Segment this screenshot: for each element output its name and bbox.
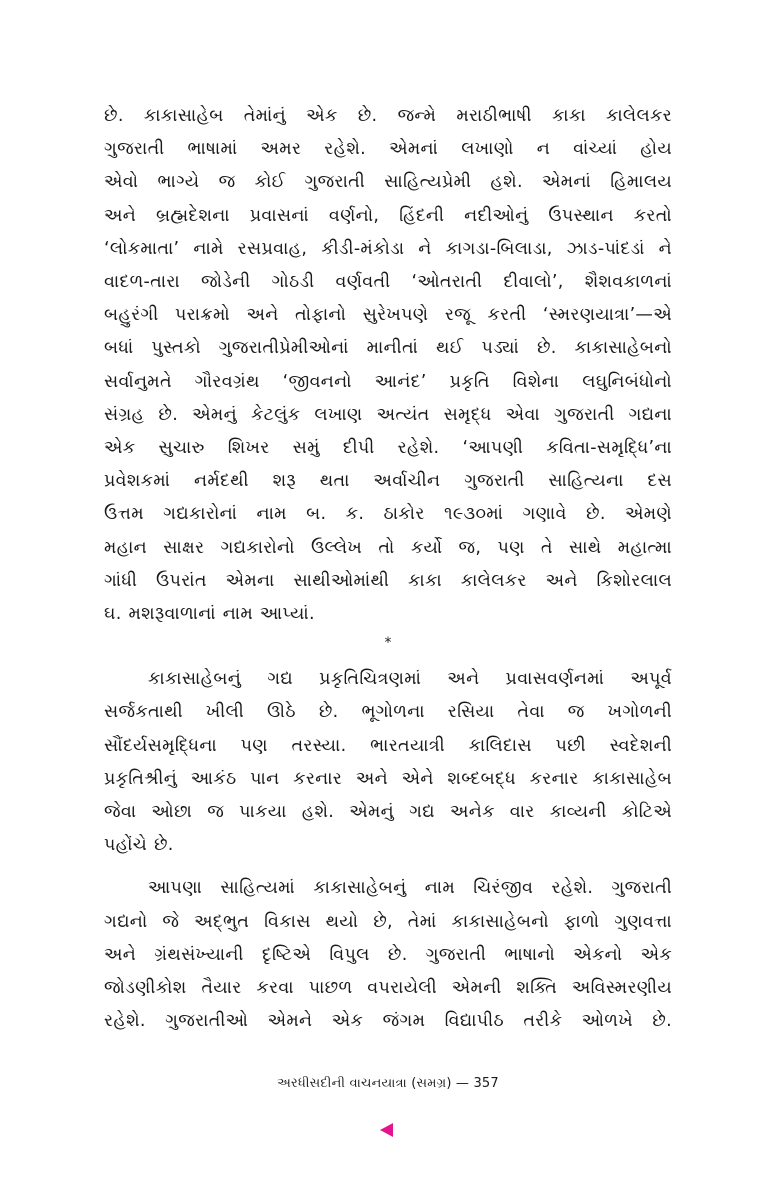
text-line: એવો ભાગ્યે જ કોઈ ગુજરાતી સાહિત્યપ્રેમી હશે. એમનાં હિમાલય [104,172,672,193]
text-line: ગુજરાતી ભાષામાં અમર રહેશે. એમનાં લખાણો ન વાંચ્યાં હોય [104,139,672,160]
text-line: બહુરંગી પરાક્રમો અને તોફાનો સુરેખપણે રજૂ કરતી ‘સ્મરણયાત્રા’—એ [104,305,672,326]
text-line: સંગ્રહ છે. એમનું કેટલુંક લખાણ અત્યંત સમૃદ્ધ એવા ગુજરાતી ગદ્યના [104,404,672,425]
paragraph-1 [104,100,672,631]
body-text [104,100,672,1038]
text-line: જોડણીકોશ તૈયાર કરવા પાછળ વપરાયેલી એમની શક્તિ અવિસ્મરણીય [104,978,672,999]
text-line: સર્જકતાથી ખીલી ઊઠે છે. ભૂગોળના રસિયા તેવા જ ખગોળની [104,702,672,723]
text-line: ઉત્તમ ગદ્યકારોનાં નામ બ. ક. ઠાકોર ૧૯૩૦માં ગણાવે છે. એમણે [104,504,672,525]
page-footer: અરધીસદીની વાચનયાત્રા (સમગ્ર) — 357 [277,1076,499,1091]
text-line: અને ગ્રંથસંખ્યાની દૃષ્ટિએ વિપુલ છે. ગુજરાતી ભાષાનો એકનો એક [104,944,672,965]
text-line: એક સુચારુ શિખર સમું દીપી રહેશે. ‘આપણી કવિતા-સમૃદ્ધિ’ના [104,438,672,459]
text-line: ગાંધી ઉપરાંત એમના સાથીઓમાંથી કાકા કાલેલકર અને કિશોરલાલ [104,570,672,591]
text-line: કાકાસાહેબનું ગદ્ય પ્રકૃતિચિત્રણમાં અને પ્રવાસવર્ણનમાં અપૂર્વ [148,669,672,690]
text-line: બધાં પુસ્તકો ગુજરાતીપ્રેમીઓનાં માનીતાં થઈ પડ્યાં છે. કાકાસાહેબનો [104,338,672,359]
triangle-left-icon[interactable] [380,1123,393,1137]
text-line: રહેશે. ગુજરાતીઓ એમને એક જંગમ વિદ્યાપીઠ તરીકે ઓળખે છે. [104,1011,672,1032]
text-line: જેવા ઓછા જ પાકયા હશે. એમનું ગદ્ય અનેક વાર કાવ્યની કોટિએ [104,802,672,823]
text-line: સૌંદર્યસમૃદ્ધિના પણ તરસ્યા. ભારતયાત્રી કાલિદાસ પછી સ્વદેશની [104,735,672,756]
text-line: આપણા સાહિત્યમાં કાકાસાહેબનું નામ ચિરંજીવ રહેશે. ગુજરાતી [148,878,672,899]
text-line: ગદ્યનો જે અદ્ભુત વિકાસ થયો છે, તેમાં કાકાસાહેબનો ફાળો ગુણવત્તા [104,911,672,932]
text-line: પહોંચે છે. [104,835,174,856]
text-line: મહાન સાક્ષર ગદ્યકારોનો ઉલ્લેખ તો કર્યો જ, પણ તે સાથે મહાત્મા [104,537,672,558]
paragraph-3 [104,872,672,1038]
text-line: પ્રવેશકમાં નર્મદથી શરૂ થતા અર્વાચીન ગુજરાતી સાહિત્યના દસ [104,471,672,492]
text-line: અને બ્રહ્મદેશના પ્રવાસનાં વર્ણનો, હિંદની નદીઓનું ઉપસ્થાન કરતો [104,205,672,226]
text-line: ‘લોકમાતા’ નામે રસપ્રવાહ, કીડી-મંકોડા ને કાગડા-બિલાડા, ઝાડ-પાંદડાં ને [104,238,672,259]
text-line: પ્રકૃતિશ્રીનું આકંઠ પાન કરનાર અને એને શબ્દબદ્ધ કરનાર કાકાસાહેબ [104,768,672,789]
text-line: છે. કાકાસાહેબ તેમાંનું એક છે. જન્મે મરાઠીભાષી કાકા કાલેલકર [104,106,672,126]
paragraph-2 [104,663,672,862]
text-line: સર્વાનુમતે ગૌરવગ્રંથ ‘જીવનનો આનંદ’ પ્રકૃતિ વિશેના લઘુનિબંધોનો [104,371,672,392]
text-line: ઘ. મશરૂવાળાનાં નામ આપ્યાં. [104,604,315,625]
text-line: વાદળ-તારા જોડેની ગોઠડી વર્ણવતી ‘ઓતરાતી દીવાલો’, શૈશવકાળનાં [104,272,672,293]
section-separator: * [384,635,392,652]
